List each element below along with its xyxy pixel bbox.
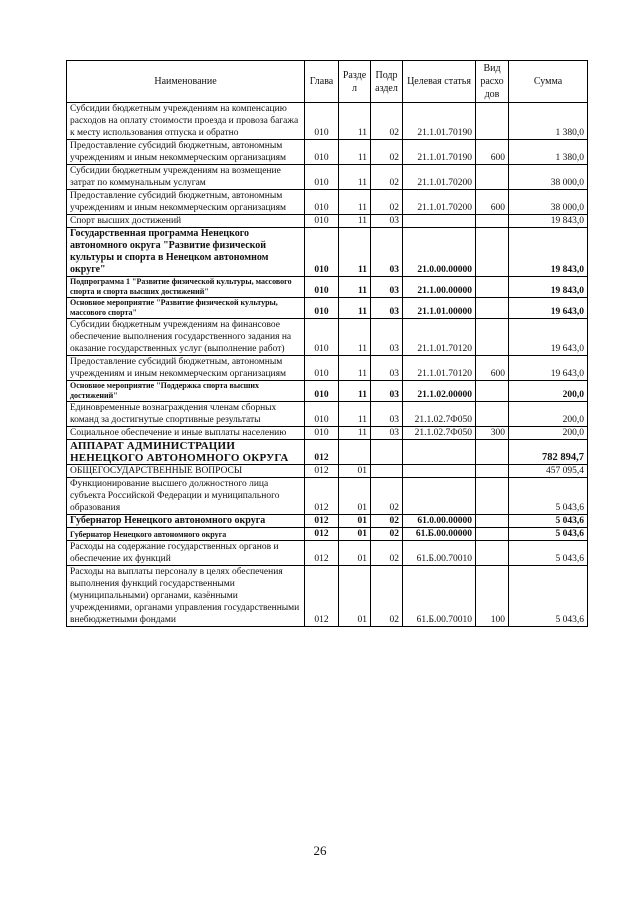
cell-type: 600 — [476, 356, 509, 381]
column-header-chapter: Глава — [305, 61, 339, 103]
table-row — [67, 402, 588, 427]
cell-target: 21.0.00.00000 — [403, 228, 476, 277]
table-row — [67, 381, 588, 402]
cell-type — [476, 381, 509, 402]
cell-subsection: 03 — [371, 402, 403, 427]
table-row — [67, 515, 588, 528]
cell-sum: 19 843,0 — [509, 277, 588, 298]
cell-section: 11 — [339, 319, 371, 356]
cell-type — [476, 528, 509, 541]
cell-subsection: 03 — [371, 277, 403, 298]
cell-name: Предоставление субсидий бюджетным, автономным учреждениям и иным некоммерческим организациям — [67, 140, 305, 165]
table-row — [67, 298, 588, 319]
cell-section: 11 — [339, 381, 371, 402]
cell-chapter: 010 — [305, 215, 339, 228]
cell-sum: 38 000,0 — [509, 165, 588, 190]
cell-section: 11 — [339, 402, 371, 427]
cell-name: Социальное обеспечение и иные выплаты населению — [67, 427, 305, 440]
cell-chapter: 010 — [305, 427, 339, 440]
cell-type — [476, 440, 509, 465]
cell-name: Губернатор Ненецкого автономного округа — [67, 515, 305, 528]
table-row — [67, 140, 588, 165]
cell-sum: 782 894,7 — [509, 440, 588, 465]
cell-target — [403, 478, 476, 515]
cell-sum: 457 095,4 — [509, 465, 588, 478]
cell-chapter: 010 — [305, 228, 339, 277]
cell-type: 600 — [476, 140, 509, 165]
column-header-sum: Сумма — [509, 61, 588, 103]
cell-type — [476, 165, 509, 190]
cell-name: Расходы на содержание государственных органов и обеспечение их функций — [67, 541, 305, 566]
cell-name: Единовременные вознаграждения членам сборных команд за достигнутые спортивные результаты — [67, 402, 305, 427]
cell-name: ОБЩЕГОСУДАРСТВЕННЫЕ ВОПРОСЫ — [67, 465, 305, 478]
cell-section: 01 — [339, 515, 371, 528]
table-row — [67, 427, 588, 440]
table-row — [67, 528, 588, 541]
cell-name: Государственная программа Ненецкого автономного округа "Развитие физической культуры и спорта в Ненецком автономном округе" — [67, 228, 305, 277]
table-row — [67, 356, 588, 381]
cell-chapter: 010 — [305, 402, 339, 427]
table-row — [67, 478, 588, 515]
cell-type — [476, 515, 509, 528]
cell-subsection: 03 — [371, 427, 403, 440]
table-row — [67, 440, 588, 465]
cell-chapter: 012 — [305, 541, 339, 566]
cell-sum: 19 843,0 — [509, 228, 588, 277]
cell-subsection: 03 — [371, 356, 403, 381]
cell-section: 11 — [339, 298, 371, 319]
cell-name: Губернатор Ненецкого автономного округа — [67, 528, 305, 541]
cell-subsection: 02 — [371, 165, 403, 190]
cell-sum: 5 043,6 — [509, 566, 588, 627]
cell-type — [476, 228, 509, 277]
cell-subsection — [371, 440, 403, 465]
cell-target: 21.1.01.70190 — [403, 103, 476, 140]
cell-chapter: 012 — [305, 465, 339, 478]
cell-chapter: 012 — [305, 440, 339, 465]
cell-chapter: 010 — [305, 356, 339, 381]
cell-subsection — [371, 465, 403, 478]
cell-target: 21.1.02.7Ф050 — [403, 427, 476, 440]
cell-chapter: 012 — [305, 528, 339, 541]
cell-name: АППАРАТ АДМИНИСТРАЦИИ НЕНЕЦКОГО АВТОНОМНОГО ОКРУГА — [67, 440, 305, 465]
cell-type — [476, 215, 509, 228]
cell-target: 21.1.02.00000 — [403, 381, 476, 402]
cell-target: 61.0.00.00000 — [403, 515, 476, 528]
cell-section: 11 — [339, 215, 371, 228]
table-body — [67, 103, 588, 627]
cell-name: Функционирование высшего должностного лица субъекта Российской Федерации и муниципального образования — [67, 478, 305, 515]
table-row — [67, 103, 588, 140]
cell-chapter: 012 — [305, 515, 339, 528]
table-row — [67, 277, 588, 298]
cell-name: Субсидии бюджетным учреждениям на финансовое обеспечение выполнения государственного задания на оказание государственных услуг (выполнение работ) — [67, 319, 305, 356]
cell-name: Спорт высших достижений — [67, 215, 305, 228]
cell-target: 21.1.01.70120 — [403, 356, 476, 381]
cell-section: 01 — [339, 465, 371, 478]
cell-subsection: 03 — [371, 215, 403, 228]
cell-chapter: 010 — [305, 277, 339, 298]
cell-chapter: 012 — [305, 566, 339, 627]
cell-target — [403, 465, 476, 478]
cell-sum: 5 043,6 — [509, 528, 588, 541]
cell-type — [476, 319, 509, 356]
cell-sum: 38 000,0 — [509, 190, 588, 215]
cell-section: 11 — [339, 140, 371, 165]
cell-name: Расходы на выплаты персоналу в целях обеспечения выполнения функций государственными (муниципальными) органами, казёнными учреждениями, органами управления государственными внебюджетными фондами — [67, 566, 305, 627]
cell-sum: 5 043,6 — [509, 541, 588, 566]
cell-sum: 200,0 — [509, 427, 588, 440]
cell-name: Субсидии бюджетным учреждениям на компенсацию расходов на оплату стоимости проезда и провоза багажа к месту использования отпуска и обратно — [67, 103, 305, 140]
cell-chapter: 012 — [305, 478, 339, 515]
cell-subsection: 02 — [371, 140, 403, 165]
table-row — [67, 215, 588, 228]
cell-name: Подпрограмма 1 "Развитие физической культуры, массового спорта и спорта высших достижений" — [67, 277, 305, 298]
cell-chapter: 010 — [305, 165, 339, 190]
cell-target: 21.1.02.7Ф050 — [403, 402, 476, 427]
column-header-section: Разде л — [339, 61, 371, 103]
budget-table — [66, 60, 588, 627]
page-number: 26 — [313, 843, 327, 858]
cell-sum: 5 043,6 — [509, 478, 588, 515]
cell-name: Предоставление субсидий бюджетным, автономным учреждениям и иным некоммерческим организациям — [67, 190, 305, 215]
cell-section: 01 — [339, 566, 371, 627]
cell-section — [339, 440, 371, 465]
cell-sum: 19 643,0 — [509, 319, 588, 356]
table-row — [67, 165, 588, 190]
cell-sum: 5 043,6 — [509, 515, 588, 528]
cell-chapter: 010 — [305, 190, 339, 215]
cell-section: 11 — [339, 165, 371, 190]
cell-target: 21.1.01.70200 — [403, 165, 476, 190]
cell-subsection: 02 — [371, 103, 403, 140]
column-header-subsection: Подр аздел — [371, 61, 403, 103]
cell-sum: 19 643,0 — [509, 356, 588, 381]
cell-type: 600 — [476, 190, 509, 215]
cell-sum: 200,0 — [509, 381, 588, 402]
cell-target: 21.1.01.70190 — [403, 140, 476, 165]
cell-name: Субсидии бюджетным учреждениям на возмещение затрат по коммунальным услугам — [67, 165, 305, 190]
cell-target: 61.Б.00.70010 — [403, 566, 476, 627]
cell-name: Основное мероприятие "Развитие физической культуры, массового спорта" — [67, 298, 305, 319]
cell-subsection: 02 — [371, 528, 403, 541]
cell-sum: 19 643,0 — [509, 298, 588, 319]
cell-subsection: 02 — [371, 541, 403, 566]
cell-type — [476, 465, 509, 478]
cell-chapter: 010 — [305, 381, 339, 402]
table-row — [67, 541, 588, 566]
cell-type: 300 — [476, 427, 509, 440]
cell-section: 11 — [339, 190, 371, 215]
cell-chapter: 010 — [305, 298, 339, 319]
cell-sum: 19 843,0 — [509, 215, 588, 228]
cell-subsection: 02 — [371, 566, 403, 627]
cell-target: 21.1.01.00000 — [403, 298, 476, 319]
cell-type: 100 — [476, 566, 509, 627]
cell-target: 21.1.00.00000 — [403, 277, 476, 298]
cell-target: 61.Б.00.70010 — [403, 541, 476, 566]
cell-name: Предоставление субсидий бюджетным, автономным учреждениям и иным некоммерческим организациям — [67, 356, 305, 381]
table-row — [67, 319, 588, 356]
cell-target — [403, 215, 476, 228]
cell-section: 11 — [339, 277, 371, 298]
cell-type — [476, 541, 509, 566]
cell-name: Основное мероприятие "Поддержка спорта высших достижений" — [67, 381, 305, 402]
cell-sum: 1 380,0 — [509, 140, 588, 165]
table-row — [67, 465, 588, 478]
cell-section: 01 — [339, 478, 371, 515]
cell-subsection: 03 — [371, 319, 403, 356]
cell-target: 21.1.01.70200 — [403, 190, 476, 215]
cell-subsection: 02 — [371, 515, 403, 528]
cell-section: 11 — [339, 427, 371, 440]
cell-section: 01 — [339, 528, 371, 541]
cell-chapter: 010 — [305, 319, 339, 356]
cell-section: 01 — [339, 541, 371, 566]
cell-subsection: 03 — [371, 381, 403, 402]
cell-sum: 200,0 — [509, 402, 588, 427]
table-row — [67, 228, 588, 277]
cell-target — [403, 440, 476, 465]
cell-type — [476, 402, 509, 427]
cell-section: 11 — [339, 103, 371, 140]
column-header-target: Целевая статья — [403, 61, 476, 103]
cell-chapter: 010 — [305, 103, 339, 140]
cell-subsection: 03 — [371, 298, 403, 319]
cell-section: 11 — [339, 228, 371, 277]
cell-type — [476, 298, 509, 319]
cell-type — [476, 103, 509, 140]
column-header-name: Наименование — [67, 61, 305, 103]
cell-chapter: 010 — [305, 140, 339, 165]
column-header-type: Вид расхо дов — [476, 61, 509, 103]
table-header-row — [67, 61, 588, 103]
cell-type — [476, 478, 509, 515]
cell-section: 11 — [339, 356, 371, 381]
cell-subsection: 02 — [371, 478, 403, 515]
cell-sum: 1 380,0 — [509, 103, 588, 140]
cell-subsection: 02 — [371, 190, 403, 215]
table-row — [67, 190, 588, 215]
table-row — [67, 566, 588, 627]
cell-subsection: 03 — [371, 228, 403, 277]
cell-target: 61.Б.00.00000 — [403, 528, 476, 541]
cell-target: 21.1.01.70120 — [403, 319, 476, 356]
cell-type — [476, 277, 509, 298]
